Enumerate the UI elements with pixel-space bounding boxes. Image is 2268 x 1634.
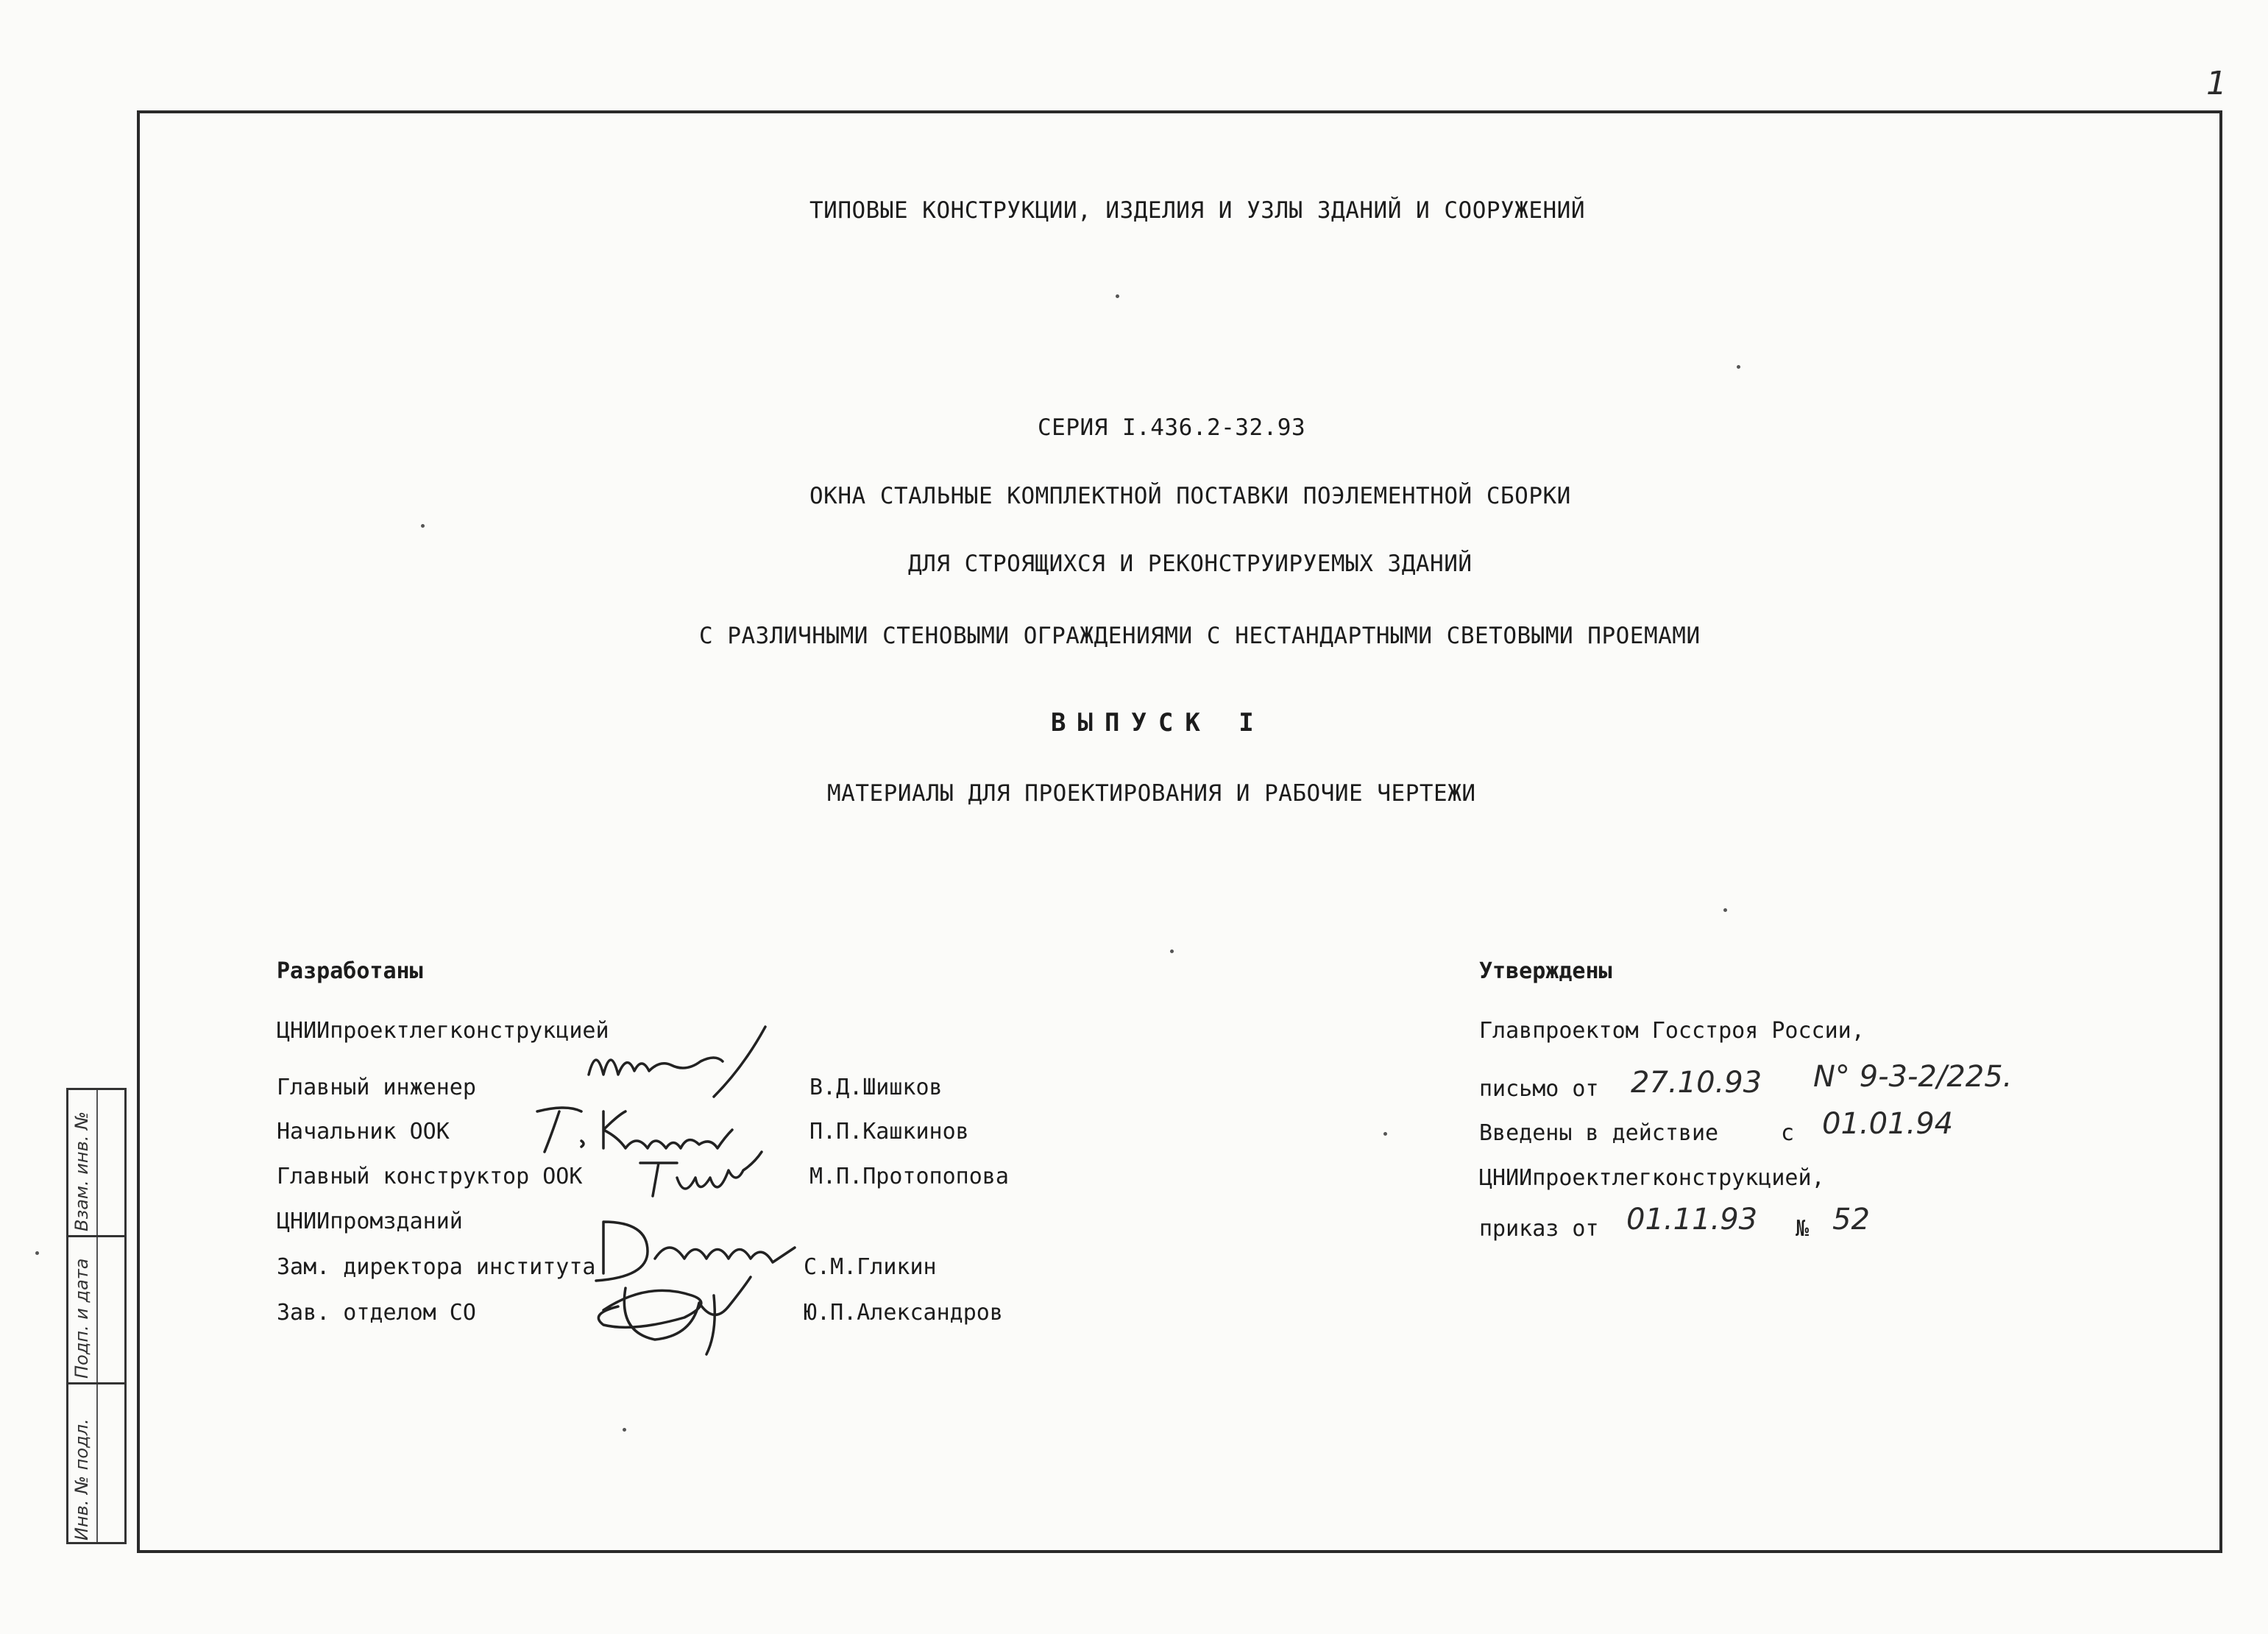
developer-org-2: ЦНИИпромзданий xyxy=(277,1209,463,1234)
binding-stamp xyxy=(66,1088,127,1544)
name-head-ook: П.П.Кашкинов xyxy=(809,1119,969,1145)
role-chief-designer: Главный конструктор ООК xyxy=(277,1164,583,1189)
signature-department-head xyxy=(581,1266,802,1362)
role-chief-engineer: Главный инженер xyxy=(277,1075,476,1100)
scan-speck xyxy=(1723,908,1727,912)
scan-speck xyxy=(1737,365,1740,369)
stamp-cell-2: Подп. и дата xyxy=(71,1258,92,1379)
introduced-prefix: с xyxy=(1781,1120,1795,1146)
scan-speck xyxy=(623,1428,626,1432)
title-line-3: С РАЗЛИЧНЫМИ СТЕНОВЫМИ ОГРАЖДЕНИЯМИ С НЕСТАНДАРТНЫМИ СВЕТОВЫМИ ПРОЕМАМИ xyxy=(699,623,1701,649)
role-department-head: Зав. отделом СО xyxy=(277,1300,476,1326)
issue-number: ВЫПУСК I xyxy=(1051,708,1266,738)
stamp-cell-1: Взам. инв. № xyxy=(71,1111,92,1231)
role-head-ook: Начальник ООК xyxy=(277,1119,450,1145)
document-subtitle: МАТЕРИАЛЫ ДЛЯ ПРОЕКТИРОВАНИЯ И РАБОЧИЕ ЧЕРТЕЖИ xyxy=(827,780,1476,807)
stamp-cell-3: Инв. № подл. xyxy=(71,1418,92,1541)
sheet-frame xyxy=(137,110,2222,1553)
scan-speck xyxy=(1116,294,1119,298)
standard-category: ТИПОВЫЕ КОНСТРУКЦИИ, ИЗДЕЛИЯ И УЗЛЫ ЗДАНИЙ И СООРУЖЕНИЙ xyxy=(809,197,1585,224)
introduced-label: Введены в действие xyxy=(1479,1120,1719,1146)
developed-heading: Разработаны xyxy=(277,958,423,984)
page-number: 1 xyxy=(2206,65,2227,102)
role-deputy-director: Зам. директора института xyxy=(277,1254,596,1280)
scan-speck xyxy=(1170,949,1174,953)
letter-label: письмо от xyxy=(1479,1076,1599,1102)
name-department-head: Ю.П.Александров xyxy=(804,1300,1003,1326)
name-deputy-director: С.М.Гликин xyxy=(804,1254,937,1280)
letter-date: 27.10.93 xyxy=(1631,1066,1762,1100)
name-chief-engineer: В.Д.Шишков xyxy=(809,1075,943,1100)
order-org: ЦНИИпроектлегконструкцией, xyxy=(1479,1165,1825,1191)
scan-speck xyxy=(421,524,425,528)
approved-heading: Утверждены xyxy=(1479,958,1612,984)
order-number: 52 xyxy=(1832,1203,1870,1237)
scan-speck xyxy=(1383,1132,1387,1136)
approved-authority: Главпроектом Госстроя России, xyxy=(1479,1018,1865,1044)
developer-org-1: ЦНИИпроектлегконструкцией xyxy=(277,1018,609,1044)
letter-number: N° 9-3-2/225. xyxy=(1813,1060,2013,1094)
order-label: приказ от xyxy=(1479,1216,1599,1242)
title-line-1: ОКНА СТАЛЬНЫЕ КОМПЛЕКТНОЙ ПОСТАВКИ ПОЭЛЕМЕНТНОЙ СБОРКИ xyxy=(809,483,1571,509)
order-date: 01.11.93 xyxy=(1626,1203,1758,1237)
order-number-prefix: № xyxy=(1796,1216,1810,1242)
name-chief-designer: М.П.Протопопова xyxy=(809,1164,1009,1189)
title-line-2: ДЛЯ СТРОЯЩИХСЯ И РЕКОНСТРУИРУЕМЫХ ЗДАНИЙ xyxy=(908,551,1473,577)
scan-speck xyxy=(35,1251,39,1255)
series-number: СЕРИЯ I.436.2-32.93 xyxy=(1038,414,1306,441)
introduced-date: 01.01.94 xyxy=(1822,1107,1954,1141)
signature-chief-designer xyxy=(633,1148,795,1207)
